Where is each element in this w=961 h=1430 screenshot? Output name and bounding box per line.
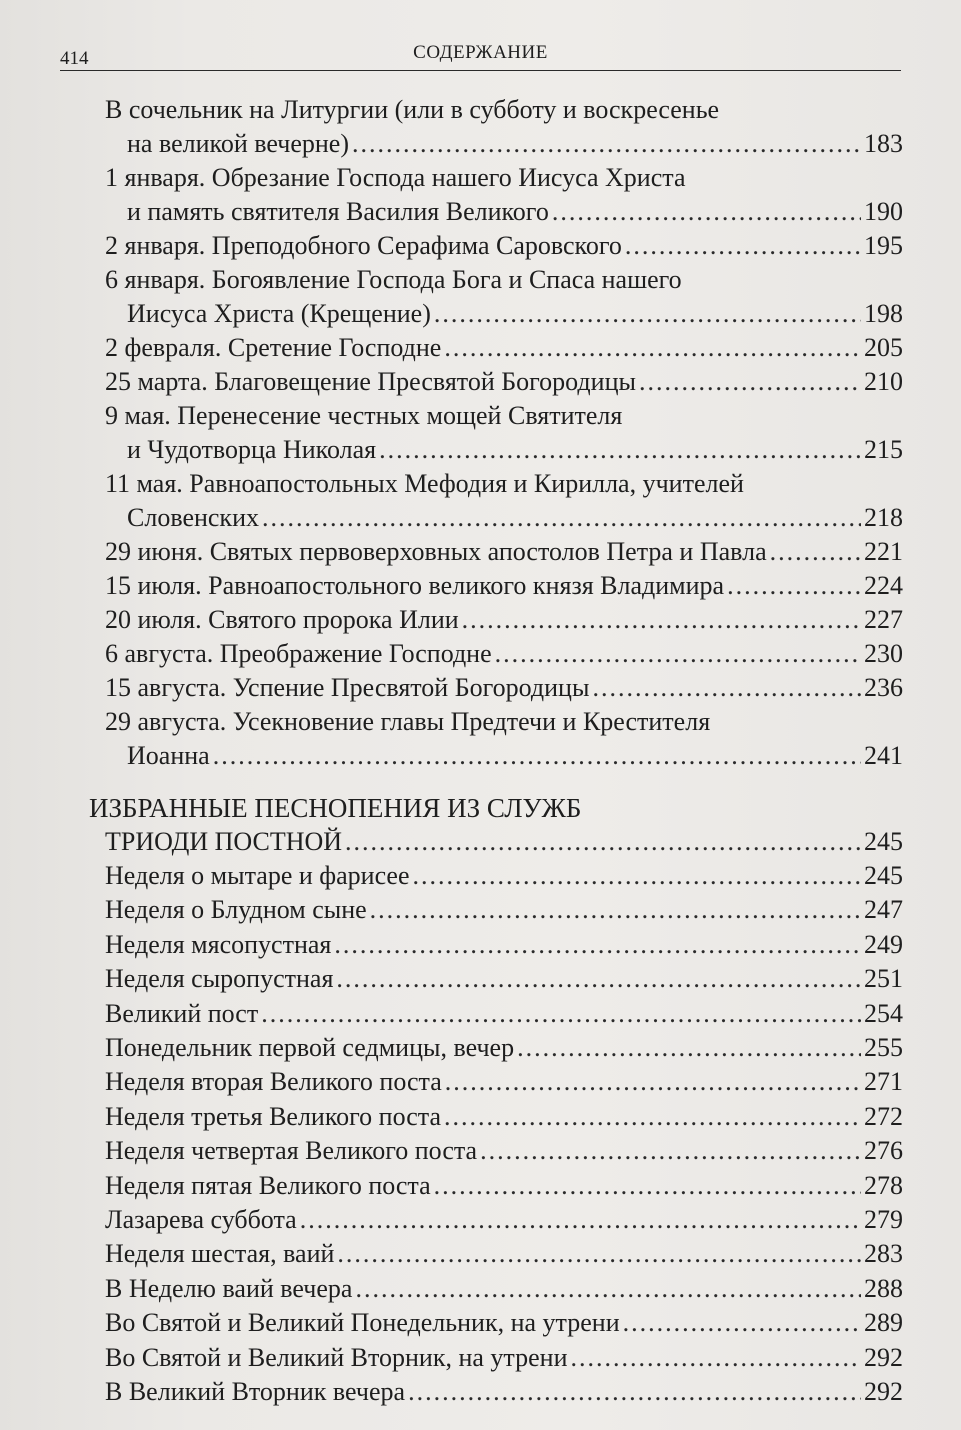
- toc-page-ref: 198: [864, 299, 903, 328]
- toc-entry-title: Великий пост: [105, 998, 259, 1028]
- toc-entry-title: 15 августа. Успение Пресвятой Богородицы: [105, 673, 590, 702]
- dot-leader: [408, 1375, 861, 1409]
- toc-entry[interactable]: [105, 637, 903, 671]
- toc-entry-title: Неделя шестая, ваий: [105, 1239, 335, 1269]
- section-heading-text: ТРИОДИ ПОСТНОЙ: [105, 827, 343, 856]
- toc-entry-line: 6 января. Богоявление Господа Бога и Спаса нашего: [105, 265, 682, 294]
- dot-leader: [639, 365, 861, 399]
- toc-entry[interactable]: [105, 1169, 903, 1203]
- page-title: СОДЕРЖАНИЕ: [413, 42, 548, 63]
- dot-leader: [261, 997, 861, 1031]
- toc-entry[interactable]: [105, 962, 903, 996]
- dot-leader: [444, 1100, 861, 1134]
- toc-entry[interactable]: [105, 1272, 903, 1306]
- toc-page-ref: 276: [864, 1136, 903, 1166]
- toc-entry-title: 25 марта. Благовещение Пресвятой Богородицы: [105, 367, 636, 396]
- toc-entry-title: Во Святой и Великий Понедельник, на утрени: [105, 1308, 620, 1338]
- toc-entry-title: 20 июля. Святого пророка Илии: [105, 605, 459, 634]
- toc-entry-title: Иоанна: [127, 741, 210, 770]
- dot-leader: [517, 1031, 861, 1065]
- toc-entry-title: Неделя вторая Великого поста: [105, 1067, 442, 1097]
- toc-entry-last-line: [105, 739, 903, 773]
- toc-entry[interactable]: [105, 93, 903, 161]
- toc-entry-title: Понедельник первой седмицы, вечер: [105, 1033, 515, 1063]
- dot-leader: [727, 569, 861, 603]
- dot-leader: [552, 195, 861, 229]
- toc-entry-title: 2 января. Преподобного Серафима Саровского: [105, 231, 622, 260]
- toc-page-ref: 279: [864, 1205, 903, 1235]
- toc-page-ref: 183: [864, 129, 903, 158]
- dot-leader: [345, 825, 861, 859]
- toc-entry-title: Неделя о Блудном сыне: [105, 895, 367, 925]
- toc-entry[interactable]: [105, 1341, 903, 1375]
- dot-leader: [445, 1065, 861, 1099]
- toc-entry-line: 1 января. Обрезание Господа нашего Иисуса Христа: [105, 163, 686, 192]
- dot-leader: [334, 928, 861, 962]
- toc-entry[interactable]: [105, 331, 903, 365]
- toc-entry-title: 6 августа. Преображение Господне: [105, 639, 492, 668]
- toc-entry[interactable]: [105, 997, 903, 1031]
- dot-leader: [379, 433, 861, 467]
- toc-page-ref: 247: [864, 895, 903, 925]
- toc-entry[interactable]: [105, 1375, 903, 1409]
- toc-entry[interactable]: [105, 928, 903, 962]
- toc-entry[interactable]: [105, 1306, 903, 1340]
- toc-entry[interactable]: [105, 1065, 903, 1099]
- toc-entry[interactable]: [105, 1237, 903, 1271]
- section-heading-line-2: [89, 825, 903, 859]
- toc-page-ref: 218: [864, 503, 903, 532]
- dot-leader: [336, 962, 861, 996]
- dot-leader: [355, 1272, 861, 1306]
- toc-entry-title: В Великий Вторник вечера: [105, 1377, 406, 1407]
- toc-entry-title: и Чудотворца Николая: [127, 435, 377, 464]
- toc-page-ref: 205: [864, 333, 903, 362]
- toc-entry-last-line: [105, 535, 903, 569]
- section-heading-line-1: ИЗБРАННЫЕ ПЕСНОПЕНИЯ ИЗ СЛУЖБ: [89, 793, 582, 823]
- toc-entry[interactable]: [105, 671, 903, 705]
- toc-entry-last-line: [105, 433, 903, 467]
- toc-page-ref: 224: [864, 571, 903, 600]
- toc-page-ref: 292: [864, 1342, 903, 1372]
- toc-entry-title: Иисуса Христа (Крещение): [127, 299, 431, 328]
- toc-entry-last-line: [105, 569, 903, 603]
- dot-leader: [444, 331, 861, 365]
- page-number: 414: [60, 48, 89, 69]
- toc-page-ref: 288: [864, 1273, 903, 1303]
- toc-section-heading: [89, 791, 903, 859]
- toc-page-ref: 254: [864, 998, 903, 1028]
- toc-entry-title: Неделя мясопустная: [105, 929, 332, 959]
- toc-entry[interactable]: [105, 399, 903, 467]
- toc-page-ref: 292: [864, 1377, 903, 1407]
- toc-entry[interactable]: [105, 229, 903, 263]
- toc-entry-last-line: [105, 331, 903, 365]
- dot-leader: [495, 637, 861, 671]
- toc-entry[interactable]: [105, 1031, 903, 1065]
- toc-entry[interactable]: [105, 535, 903, 569]
- toc-entry-last-line: [105, 297, 903, 331]
- toc-entry[interactable]: [105, 569, 903, 603]
- toc-page-ref: 255: [864, 1033, 903, 1063]
- toc-entry-title: 29 июня. Святых первоверховных апостолов Петра и Павла: [105, 537, 767, 566]
- toc-page-ref: 215: [864, 435, 903, 464]
- table-of-contents: [89, 93, 903, 1410]
- section-page-ref: 245: [864, 827, 903, 856]
- toc-page-ref: 272: [864, 1101, 903, 1131]
- dot-leader: [570, 1341, 861, 1375]
- dot-leader: [370, 893, 861, 927]
- dot-leader: [480, 1134, 861, 1168]
- dot-leader: [262, 501, 861, 535]
- toc-entry[interactable]: [105, 1134, 903, 1168]
- toc-entry-title: Неделя сыропустная: [105, 964, 334, 994]
- toc-entry[interactable]: [105, 161, 903, 229]
- toc-entry-title: В Неделю ваий вечера: [105, 1273, 353, 1303]
- toc-entry-last-line: [105, 195, 903, 229]
- toc-entry-title: 15 июля. Равноапостольного великого князя Владимира: [105, 571, 725, 600]
- dot-leader: [623, 1306, 861, 1340]
- toc-entry-title: Словенских: [127, 503, 259, 532]
- toc-entry-title: Во Святой и Великий Вторник, на утрени: [105, 1342, 568, 1372]
- toc-entry[interactable]: [105, 263, 903, 331]
- toc-page-ref: 190: [864, 197, 903, 226]
- toc-entry[interactable]: [105, 467, 903, 535]
- toc-page-ref: 283: [864, 1239, 903, 1269]
- toc-entry[interactable]: [105, 705, 903, 773]
- toc-entry-last-line: [105, 637, 903, 671]
- toc-page-ref: 289: [864, 1308, 903, 1338]
- toc-entry-title: 2 февраля. Сретение Господне: [105, 333, 442, 362]
- dot-leader: [352, 127, 861, 161]
- toc-page-ref: 271: [864, 1067, 903, 1097]
- toc-entry-last-line: [105, 603, 903, 637]
- dot-leader: [592, 671, 861, 705]
- toc-entry-last-line: [105, 365, 903, 399]
- toc-page-ref: 230: [864, 639, 903, 668]
- toc-page-ref: 251: [864, 964, 903, 994]
- header-rule: [60, 70, 901, 71]
- dot-leader: [213, 739, 861, 773]
- dot-leader: [625, 229, 861, 263]
- toc-entry-title: на великой вечерне): [127, 129, 349, 158]
- dot-leader: [770, 535, 861, 569]
- toc-entry[interactable]: [105, 365, 903, 399]
- toc-entry-last-line: [105, 127, 903, 161]
- toc-page-ref: 245: [864, 861, 903, 890]
- toc-entry-last-line: [105, 229, 903, 263]
- toc-page-ref: 195: [864, 231, 903, 260]
- toc-entry-line: 11 мая. Равноапостольных Мефодия и Кирилла, учителей: [105, 469, 744, 498]
- toc-list-feasts: [105, 93, 903, 773]
- toc-entry[interactable]: [105, 893, 903, 927]
- toc-page-ref: 227: [864, 605, 903, 634]
- toc-entry-line: 29 августа. Усекновение главы Предтечи и Крестителя: [105, 707, 711, 736]
- toc-entry-last-line: [105, 501, 903, 535]
- toc-entry-line: В сочельник на Литургии (или в субботу и воскресенье: [105, 95, 720, 124]
- toc-entry-title: Лазарева суббота: [105, 1205, 297, 1235]
- running-head: [60, 38, 901, 72]
- toc-page-ref: 278: [864, 1170, 903, 1200]
- toc-page-ref: 249: [864, 929, 903, 959]
- toc-entry-title: Неделя о мытаре и фарисее: [105, 861, 410, 890]
- toc-entry[interactable]: [105, 1100, 903, 1134]
- dot-leader: [462, 603, 861, 637]
- toc-page-ref: 210: [864, 367, 903, 396]
- toc-entry[interactable]: [105, 603, 903, 637]
- toc-entry-title: Неделя третья Великого поста: [105, 1101, 441, 1131]
- toc-page-ref: 241: [864, 741, 903, 770]
- toc-entry-title: Неделя пятая Великого поста: [105, 1170, 431, 1200]
- toc-entry[interactable]: [105, 859, 903, 893]
- toc-list-triodion: [105, 859, 903, 1410]
- toc-entry-last-line: [105, 671, 903, 705]
- toc-page-ref: 221: [864, 537, 903, 566]
- dot-leader: [434, 1169, 861, 1203]
- dot-leader: [337, 1237, 861, 1271]
- toc-entry-line: 9 мая. Перенесение честных мощей Святителя: [105, 401, 623, 430]
- toc-entry[interactable]: [105, 1203, 903, 1237]
- toc-entry-title: Неделя четвертая Великого поста: [105, 1136, 478, 1166]
- toc-page-ref: 236: [864, 673, 903, 702]
- dot-leader: [413, 859, 861, 893]
- toc-entry-title: и память святителя Василия Великого: [127, 197, 549, 226]
- dot-leader: [434, 297, 861, 331]
- dot-leader: [300, 1203, 861, 1237]
